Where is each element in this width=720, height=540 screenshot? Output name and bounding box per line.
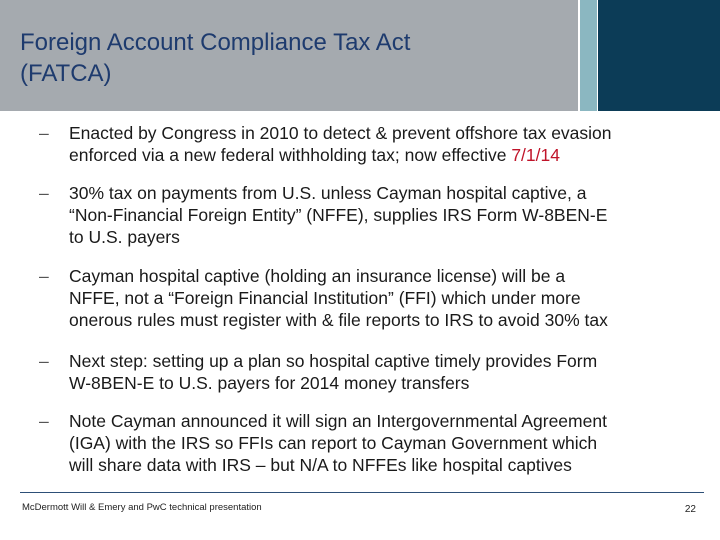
page-number: 22	[684, 504, 696, 515]
slide-header	[0, 0, 720, 111]
footer-divider	[20, 492, 704, 493]
dash-marker: –	[39, 183, 49, 203]
bullet-item	[39, 122, 706, 166]
title-line-1: Foreign Account Compliance Tax Act	[20, 29, 411, 56]
effective-date: 7/1/14	[511, 145, 560, 165]
bullet-line	[46, 144, 706, 166]
bullet-line: to U.S. payers	[69, 227, 180, 247]
footer-text: McDermott Will & Emery and PwC technical presentation	[22, 502, 262, 513]
bullet-line: Enacted by Congress in 2010 to detect & prevent offshore tax evasion	[69, 123, 612, 143]
dash-marker: –	[39, 351, 49, 371]
bullet-line: “Non-Financial Foreign Entity” (NFFE), supplies IRS Form W-8BEN-E	[69, 205, 608, 225]
accent-band-navy	[598, 0, 720, 111]
bullet-line: 30% tax on payments from U.S. unless Cayman hospital captive, a	[69, 183, 587, 203]
bullet-line: (IGA) with the IRS so FFIs can report to Cayman Government which	[69, 433, 598, 453]
bullet-line-text: enforced via a new federal withholding tax; now effective	[69, 145, 512, 165]
dash-marker: –	[39, 123, 49, 143]
bullet-item	[39, 182, 706, 248]
accent-band-teal	[580, 0, 597, 111]
bullet-line: Cayman hospital captive (holding an insurance license) will be a	[69, 266, 566, 286]
slide-title	[20, 27, 565, 89]
bullet-line: Note Cayman announced it will sign an Intergovernmental Agreement	[69, 411, 607, 431]
dash-marker: –	[39, 411, 49, 431]
dash-marker: –	[39, 266, 49, 286]
bullet-line: Next step: setting up a plan so hospital captive timely provides Form	[69, 351, 598, 371]
title-line-2: (FATCA)	[20, 60, 112, 87]
bullet-line: will share data with IRS – but N/A to NFFEs like hospital captives	[69, 455, 572, 475]
bullet-item	[39, 265, 706, 331]
bullet-line: onerous rules must register with & file reports to IRS to avoid 30% tax	[69, 310, 608, 330]
bullet-item	[39, 410, 706, 476]
bullet-line: W-8BEN-E to U.S. payers for 2014 money transfers	[69, 373, 470, 393]
bullet-item	[39, 350, 706, 394]
bullet-line: NFFE, not a “Foreign Financial Institution” (FFI) which under more	[69, 288, 581, 308]
title-box	[0, 0, 578, 111]
